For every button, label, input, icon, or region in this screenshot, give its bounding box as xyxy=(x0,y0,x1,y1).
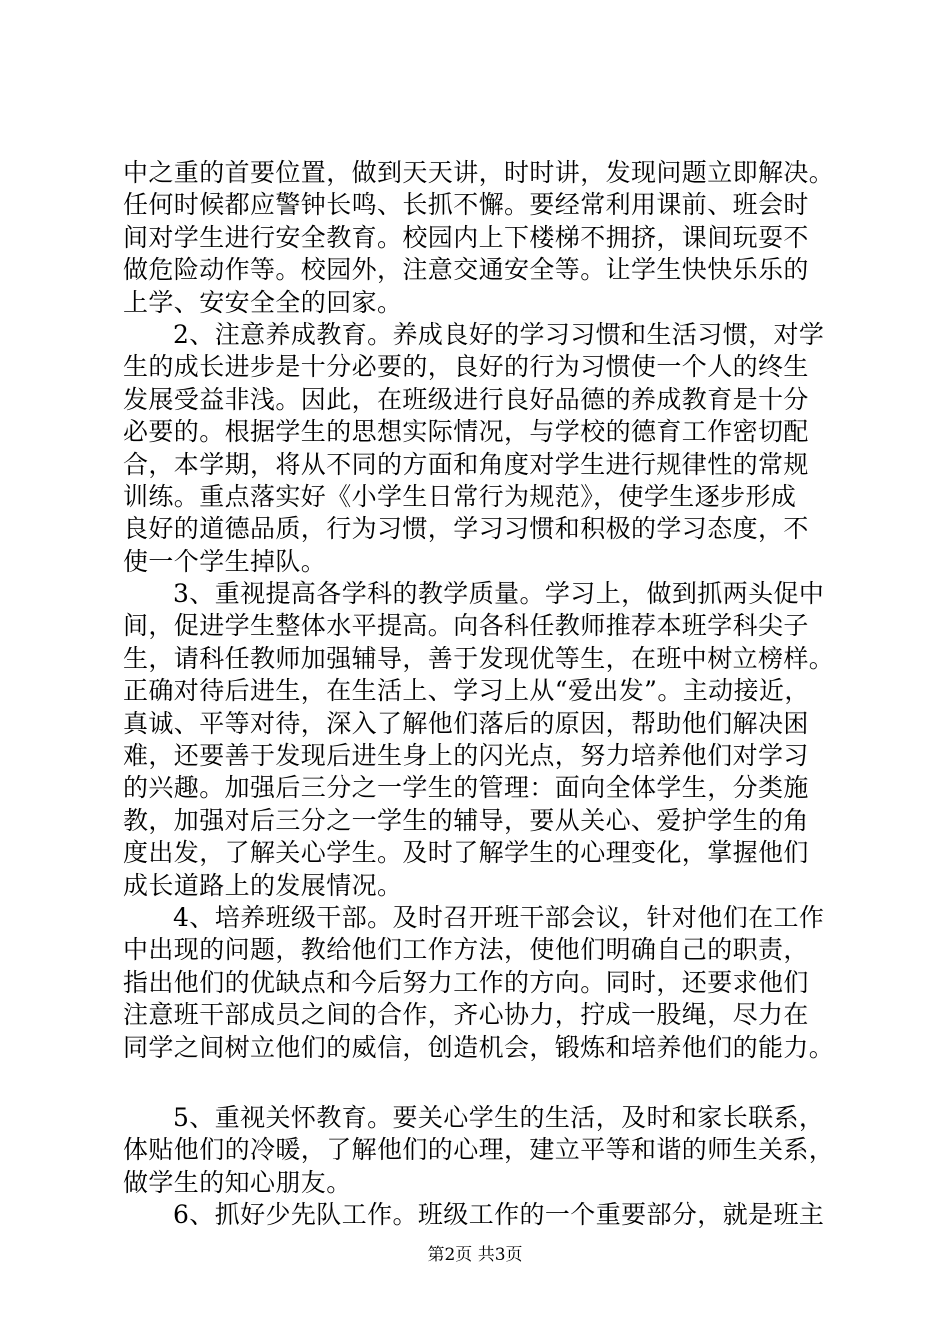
text-line: 训练。重点落实好《小学生日常行为规范》，使学生逐步形成 xyxy=(123,481,797,511)
text-line: 间对学生进行安全教育。校园内上下楼梯不拥挤，课间玩耍不 xyxy=(123,222,809,252)
text-line: 任何时候都应警钟长鸣、长抓不懈。要经常利用课前、班会时 xyxy=(123,190,809,220)
text-line: 3、重视提高各学科的教学质量。学习上，做到抓两头促中 xyxy=(173,579,825,609)
text-line: 5、重视关怀教育。要关心学生的生活，及时和家长联系， xyxy=(173,1102,825,1132)
text-line: 生，请科任教师加强辅导，善于发现优等生，在班中树立榜样。 xyxy=(123,643,835,673)
text-line: 体贴他们的冷暖，了解他们的心理，建立平等和谐的师生关系， xyxy=(123,1135,835,1165)
text-line: 间，促进学生整体水平提高。向各科任教师推荐本班学科尖子 xyxy=(123,611,809,641)
text-line: 同学之间树立他们的威信，创造机会，锻炼和培养他们的能力。 xyxy=(123,1032,835,1062)
text-line: 生的成长进步是十分必要的，良好的行为习惯使一个人的终生 xyxy=(123,352,809,382)
text-line: 真诚、平等对待，深入了解他们落后的原因，帮助他们解决困 xyxy=(123,708,809,738)
text-line: 中出现的问题，教给他们工作方法，使他们明确自己的职责， xyxy=(123,935,809,965)
text-line: 注意班干部成员之间的合作，齐心协力，拧成一股绳，尽力在 xyxy=(123,1000,809,1030)
text-line: 指出他们的优缺点和今后努力工作的方向。同时，还要求他们 xyxy=(123,967,809,997)
text-line: 中之重的首要位置，做到天天讲，时时讲，发现问题立即解决。 xyxy=(123,158,835,187)
text-line: 做危险动作等。校园外，注意交通安全等。让学生快快乐乐的 xyxy=(123,255,809,285)
text-line: 难，还要善于发现后进生身上的闪光点，努力培养他们对学习 xyxy=(123,741,809,771)
text-line: 正确对待后进生，在生活上、学习上从“爱出发”。主动接近， xyxy=(123,676,810,706)
text-line: 合，本学期，将从不同的方面和角度对学生进行规律性的常规 xyxy=(123,449,809,479)
text-line: 必要的。根据学生的思想实际情况，与学校的德育工作密切配 xyxy=(123,417,809,447)
text-line: 4、培养班级干部。及时召开班干部会议，针对他们在工作 xyxy=(173,902,825,932)
text-line: 6、抓好少先队工作。班级工作的一个重要部分，就是班主 xyxy=(173,1200,825,1230)
text-line: 2、注意养成教育。养成良好的学习习惯和生活习惯，对学 xyxy=(173,319,825,349)
text-line: 发展受益非浅。因此，在班级进行良好品德的养成教育是十分 xyxy=(123,384,809,414)
page-footer: 第2页 共3页 xyxy=(427,1245,523,1265)
text-line: 成长道路上的发展情况。 xyxy=(123,870,403,900)
blank-line xyxy=(123,1064,833,1102)
text-line: 教，加强对后三分之一学生的辅导，要从关心、爱护学生的角 xyxy=(123,805,809,835)
text-line: 良好的道德品质，行为习惯，学习习惯和积极的学习态度，不 xyxy=(123,514,809,544)
text-line: 度出发，了解关心学生。及时了解学生的心理变化，掌握他们 xyxy=(123,838,809,868)
document-body xyxy=(123,157,833,1232)
text-line: 上学、安安全全的回家。 xyxy=(123,287,403,317)
text-line: 做学生的知心朋友。 xyxy=(123,1167,352,1197)
text-line: 使一个学生掉队。 xyxy=(123,546,327,576)
text-line: 的兴趣。加强后三分之一学生的管理：面向全体学生，分类施 xyxy=(123,773,809,803)
